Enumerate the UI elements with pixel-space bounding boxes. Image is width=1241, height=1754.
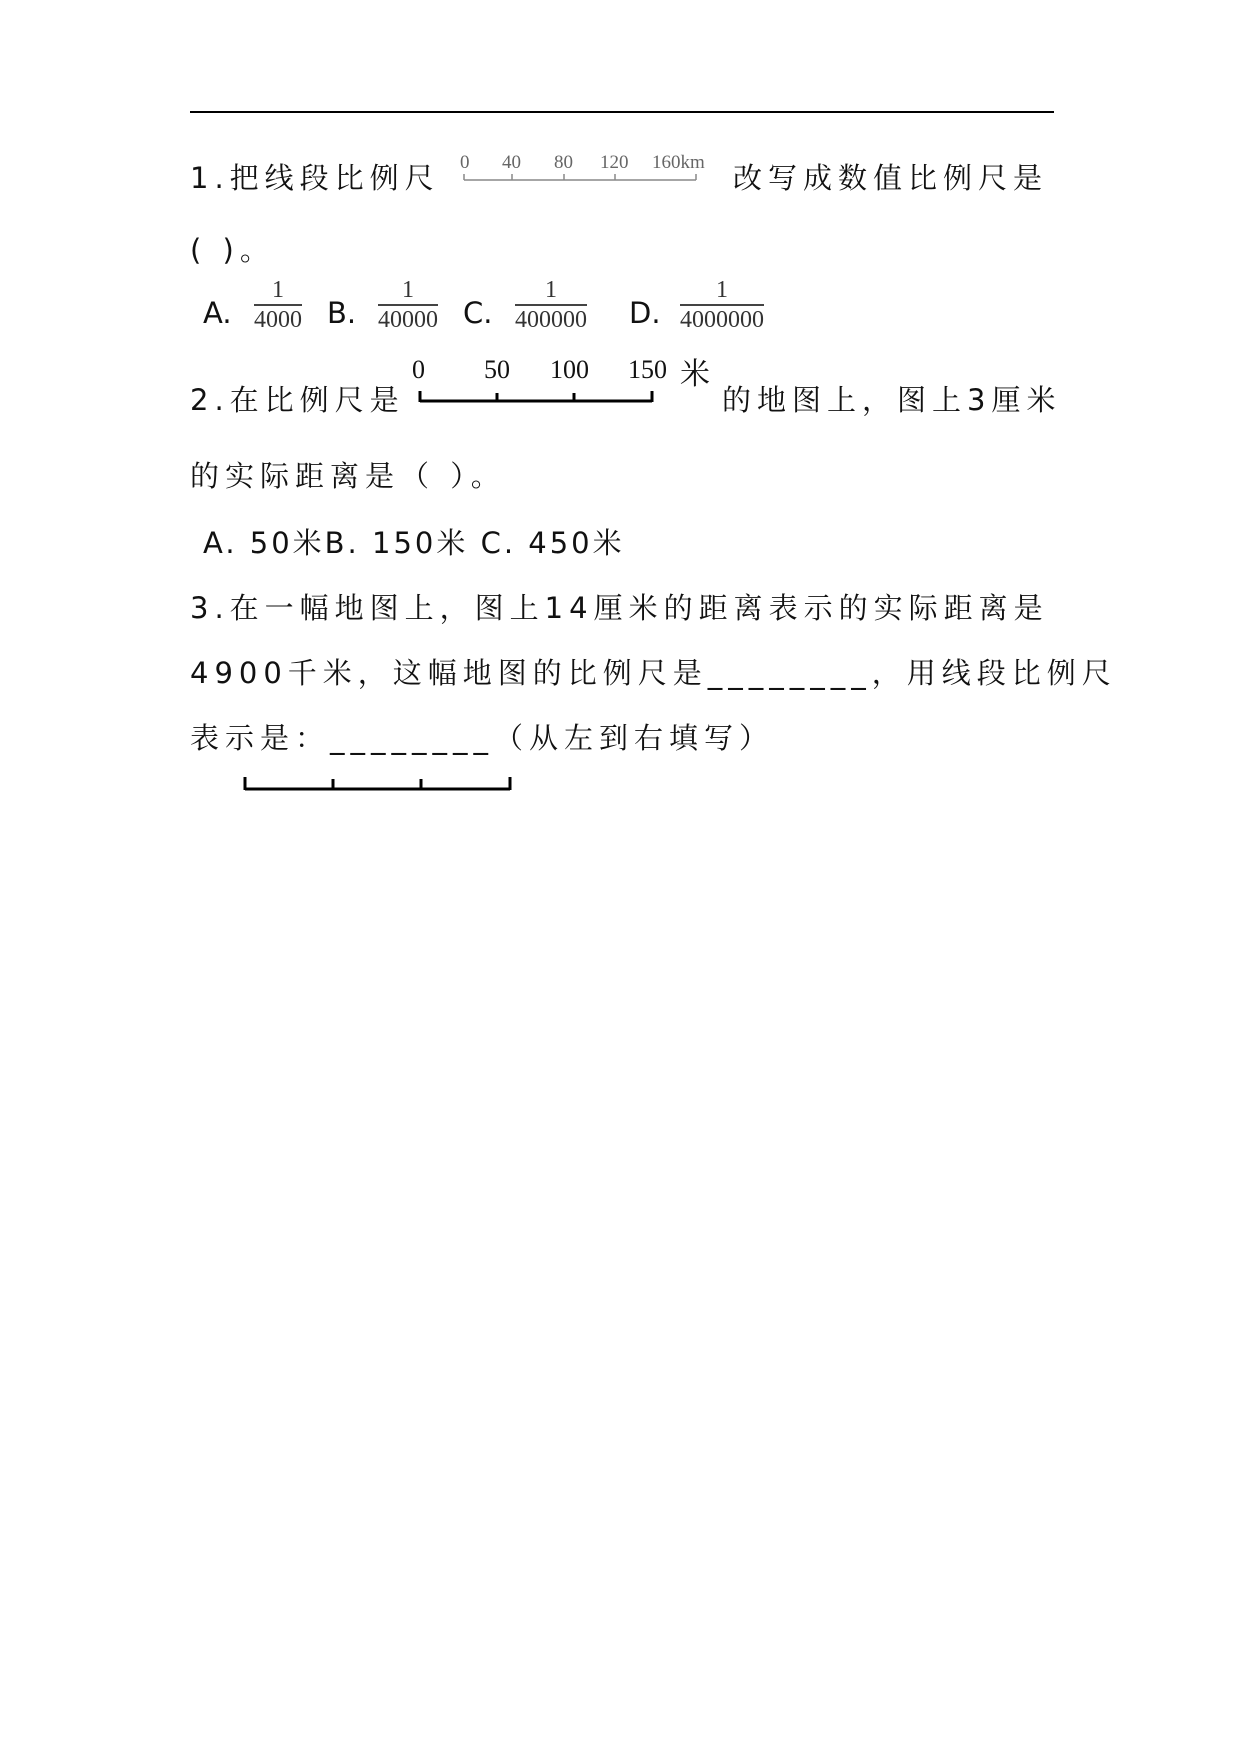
q1-option-c-numerator: 1 bbox=[545, 277, 557, 303]
fraction-bar bbox=[254, 304, 302, 306]
q1-scale-label-2: 80 bbox=[554, 152, 573, 173]
fraction-bar bbox=[378, 304, 438, 306]
q2-scale-label-1: 50 bbox=[484, 355, 510, 384]
q1-option-b-fraction bbox=[378, 278, 438, 332]
q1-option-b-denominator: 40000 bbox=[378, 307, 438, 333]
q1-scale-label-4: 160km bbox=[652, 152, 705, 173]
q1-line-scale bbox=[460, 152, 716, 192]
q1-option-d-letter: D. bbox=[629, 296, 661, 330]
q2-scale-unit: 米 bbox=[680, 357, 710, 392]
q1-prefix: 1.把线段比例尺 bbox=[190, 161, 440, 195]
q1-option-a-letter: A. bbox=[203, 296, 232, 330]
q2-scale-label-3: 150 bbox=[628, 355, 667, 384]
q2-line2: 的实际距离是（ ）。 bbox=[190, 459, 506, 493]
q1-option-d-denominator: 4000000 bbox=[680, 307, 764, 333]
q2-prefix: 2.在比例尺是 bbox=[190, 383, 405, 417]
q2-scale-label-0: 0 bbox=[412, 355, 425, 384]
q1-scale-label-1: 40 bbox=[502, 152, 521, 173]
q1-scale-label-3: 120 bbox=[600, 152, 629, 173]
q1-suffix: 改写成数值比例尺是 bbox=[733, 161, 1049, 195]
q2-options: A. 50米B. 150米 C. 450米 bbox=[203, 526, 625, 560]
q1-option-a-fraction bbox=[254, 278, 302, 332]
q2-suffix: 的地图上，图上3厘米 bbox=[722, 383, 1062, 417]
q1-option-c-fraction bbox=[515, 278, 587, 332]
q3-line1: 3.在一幅地图上，图上14厘米的距离表示的实际距离是 bbox=[190, 591, 1049, 625]
q1-option-c-letter: C. bbox=[463, 296, 493, 330]
q1-option-d-fraction bbox=[680, 278, 764, 332]
q1-scale-bar bbox=[460, 152, 716, 192]
q3-line2: 4900千米，这幅地图的比例尺是________，用线段比例尺 bbox=[190, 656, 1117, 690]
q3-line3: 表示是：________（从左到右填写） bbox=[190, 721, 775, 755]
q1-option-a-denominator: 4000 bbox=[254, 307, 302, 333]
q1-option-d-numerator: 1 bbox=[716, 277, 728, 303]
q2-line-scale bbox=[412, 355, 722, 415]
header-rule bbox=[190, 111, 1054, 113]
fraction-bar bbox=[515, 304, 587, 306]
q1-option-c-denominator: 400000 bbox=[515, 307, 587, 333]
q2-scale-bar bbox=[412, 355, 722, 415]
q2-scale-label-2: 100 bbox=[550, 355, 589, 384]
q3-blank-scale-bar bbox=[240, 765, 520, 795]
q1-option-a-numerator: 1 bbox=[272, 277, 284, 303]
q1-scale-label-0: 0 bbox=[460, 152, 470, 173]
q1-option-b-numerator: 1 bbox=[402, 277, 414, 303]
q1-option-b-letter: B. bbox=[327, 296, 357, 330]
q1-answer-blank: ( )。 bbox=[190, 233, 275, 267]
fraction-bar bbox=[680, 304, 764, 306]
